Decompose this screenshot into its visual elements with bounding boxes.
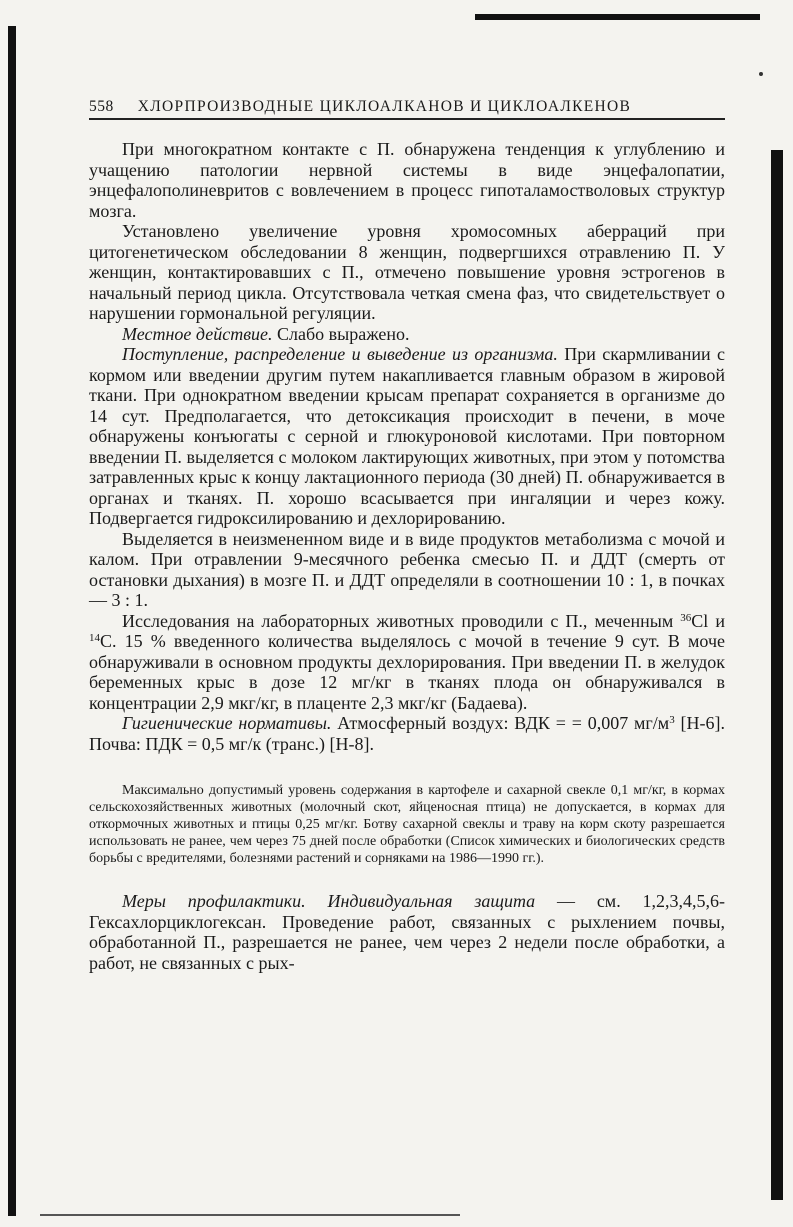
cubic-superscript: 3 <box>669 714 675 726</box>
isotope-14: 14 <box>89 632 100 644</box>
scan-bottom-mark <box>40 1214 460 1216</box>
section-heading-hygiene: Гигиенические нормативы. <box>122 713 332 733</box>
isotope-36: 36 <box>680 611 692 624</box>
scan-edge-left <box>8 26 16 1216</box>
book-page <box>89 98 725 973</box>
running-title: ХЛОРПРОИЗВОДНЫЕ ЦИКЛОАЛКАНОВ И ЦИКЛОАЛКЕНОВ <box>137 98 632 115</box>
small-print-note: Максимально допустимый уровень содержания в картофеле и сахарной свекле 0,1 мг/кг, в кормах сельскохозяйственных животных (молочный скот, яйценосная птица) не допускается, в кормах для откормочных животных и птицы 0,25 мг/кг. Ботву сахарной свеклы и траву на корм скоту разрешается использовать не ранее, чем через 75 дней после обработки (Список химических и биологических средств борьбы с вредителями, болезнями растений и сорняками на 1986—1990 гг.). <box>89 783 725 866</box>
running-header <box>89 98 725 120</box>
intake-text: При скармливании с кормом или введении другим путем накапливается главным образом в жировой ткани. При однократном введении крысам препарат сохраняется в организме до 14 сут. Предполагается, что детоксикация происходит в печени, в моче обнаружены конъюгаты с серной и глюкуроновой кислотами. При повторном введении П. выделяется с молоком лактирующих животных, при этом у потомства затравленных крыс к концу лактационного периода (30 дней) П. обнаруживается в органах и тканях. П. хорошо всасывается при ингаляции и через кожу. Подвергается гидроксилированию и дехлорированию. <box>89 344 726 528</box>
section-heading-prevention: Меры профилактики. Индивидуальная защита <box>122 891 536 911</box>
page-number: 558 <box>89 98 114 115</box>
section-heading-intake: Поступление, распределение и выведение из организма. <box>122 344 558 364</box>
lab-text-c: С. 15 % введенного количества выделялось с мочой в течение 9 сут. В моче обнаруживали в основном продукты дехлорирования. При введении П. в желудок беременных крыс в дозе 12 мг/кг в тканях плода он обнаруживался в концентрации 2,9 мкг/кг, в плаценте 2,3 мкг/кг (Бадаева). <box>89 631 725 713</box>
paragraph-lab-studies <box>89 611 725 714</box>
lab-text-a: Исследования на лабораторных животных проводили с П., меченным <box>122 610 681 631</box>
hygiene-text-a: Атмосферный воздух: ВДК = = 0,007 мг/м <box>337 713 670 733</box>
prevention-section <box>89 891 725 973</box>
scan-edge-right <box>771 150 783 1200</box>
main-text <box>89 139 725 754</box>
paragraph-prevention <box>89 891 725 973</box>
hygiene-text-b: [Н-6]. Почва: ПДК = 0,5 мг/к (транс.) [Н-8]. <box>89 713 726 754</box>
paragraph-intake <box>89 344 725 529</box>
paragraph-chromosomal: Установлено увеличение уровня хромосомных аберраций при цитогенетическом обследовании 8 женщин, подвергшихся отравлению П. У женщин, контактировавших с П., отмечено повышение уровня эстрогенов в начальный период цикла. Отсутствовала четкая смена фаз, что свидетельствует о нарушении гормональной регуляции. <box>89 221 725 323</box>
scan-top-mark <box>475 14 760 20</box>
paragraph-excretion: Выделяется в неизмененном виде и в виде продуктов метаболизма с мочой и калом. При отравлении 9-месячного ребенка смесью П. и ДДТ (смерть от остановки дыхания) в мозге П. и ДДТ определяли в соотношении 10 : 1, в почках — 3 : 1. <box>89 528 725 610</box>
paragraph-hygiene-norms <box>89 713 725 754</box>
paragraph-local-action <box>89 324 725 345</box>
paragraph-nervous-system: При многократном контакте с П. обнаружена тенденция к углублению и учащению патологии нервной системы в виде энцефалопатии, энцефалополиневритов с вовлечением в процесс гипоталамостволовых структур мозга. <box>89 139 725 221</box>
prevention-text: — см. 1,2,3,4,5,6-Гексахлорциклогексан. Проведение работ, связанных с рыхлением почвы, обработанной П., разрешается не ранее, чем через 2 недели после обработки, а работ, не связанных с рых- <box>89 891 725 973</box>
scan-speck <box>759 72 763 76</box>
lab-text-b: Cl и <box>691 610 725 631</box>
section-heading-local-action: Местное действие. <box>122 323 273 344</box>
local-action-text: Слабо выражено. <box>277 323 410 344</box>
